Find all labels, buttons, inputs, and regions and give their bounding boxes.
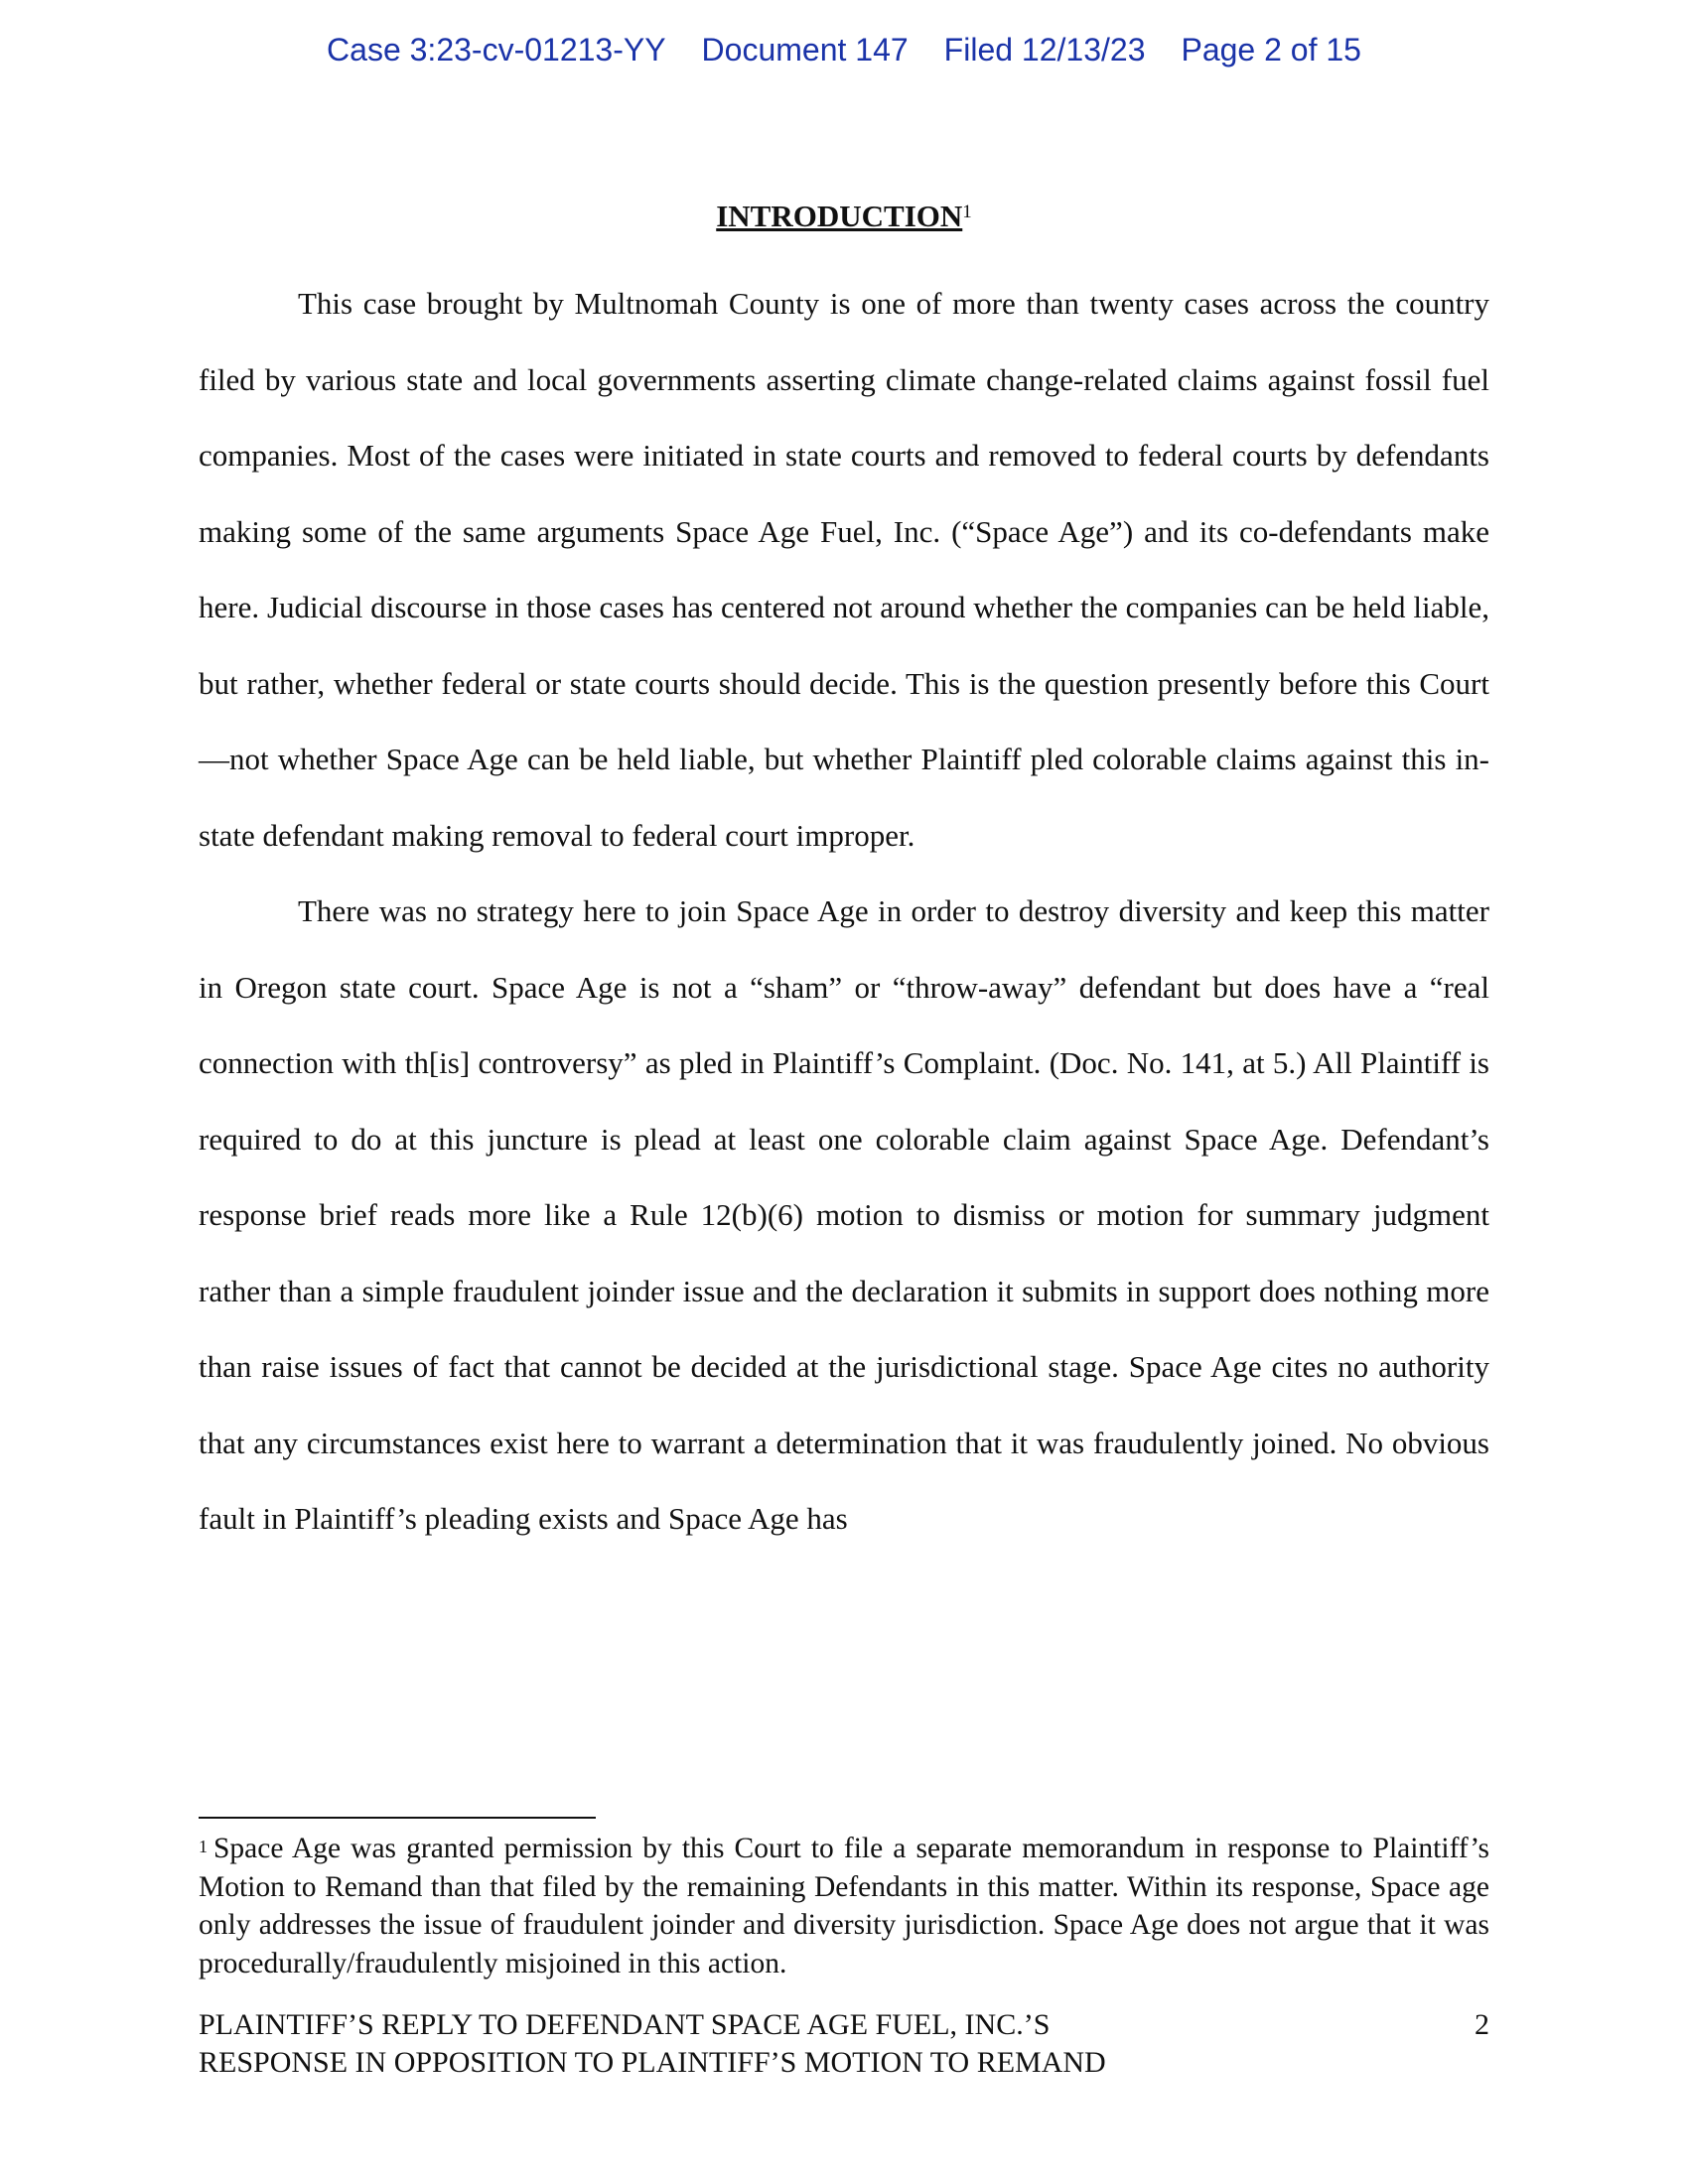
footer-caption-line-2: RESPONSE IN OPPOSITION TO PLAINTIFF’S MOTION TO REMAND [199, 2046, 1106, 2079]
section-heading [199, 195, 1489, 238]
page-footer [199, 2006, 1489, 2082]
paragraph-2: There was no strategy here to join Space Age in order to destroy diversity and keep this matter in Oregon state court. Space Age is not a “sham” or “throw-away” defendant but does have a “real connection with th[is] controversy” as pled in Plaintiff’s Complaint. (Doc. No. 141, at 5.) All Plaintiff is required to do at this juncture is plead at least one colorable claim against Space Age. Defendant’s response brief reads more like a Rule 12(b)(6) motion to dismiss or motion for summary judgment rather than a simple fraudulent joinder issue and the declaration it submits in support does nothing more than raise issues of fact that cannot be decided at the jurisdictional stage. Space Age cites no authority that any circumstances exist here to warrant a determination that it was fraudulently joined. No obvious fault in Plaintiff’s pleading exists and Space Age has [199, 893, 1489, 1536]
page-indicator: Page 2 of 15 [1181, 32, 1361, 68]
filed-date: Filed 12/13/23 [943, 32, 1146, 68]
footnote [199, 1830, 1489, 1982]
paragraph-1: This case brought by Multnomah County is one of more than twenty cases across the country filed by various state and local governments asserting climate change-related claims against fossil fuel companies. Most of the cases were initiated in state courts and removed to federal courts by defendants making some of the same arguments Space Age Fuel, Inc. (“Space Age”) and its co-defendants make here. Judicial discourse in those cases has centered not around whether the companies can be held liable, but rather, whether federal or state courts should decide. This is the question presently before this Court—not whether Space Age can be held liable, but whether Plaintiff pled colorable claims against this in-state defendant making removal to federal court improper. [199, 286, 1489, 853]
document-number: Document 147 [701, 32, 909, 68]
footnote-divider [199, 1817, 596, 1819]
footer-caption-line-1: PLAINTIFF’S REPLY TO DEFENDANT SPACE AGE FUEL, INC.’S [199, 2008, 1051, 2041]
footnote-number: 1 [199, 1837, 208, 1856]
page-number: 2 [1475, 2008, 1489, 2041]
section-title: INTRODUCTION [716, 199, 963, 233]
footnote-text: Space Age was granted permission by this Court to file a separate memorandum in response to Plaintiff’s Motion to Remand than that filed by the remaining Defendants in this matter. Within its response, Space age only addresses the issue of fraudulent joinder and diversity jurisdiction. Space Age does not argue that it was procedurally/fraudulently misjoined in this action. [199, 1833, 1489, 1979]
body-text [199, 266, 1489, 1558]
case-number: Case 3:23-cv-01213-YY [327, 32, 666, 68]
footnote-reference: 1 [962, 202, 972, 222]
ecf-header [0, 30, 1688, 69]
